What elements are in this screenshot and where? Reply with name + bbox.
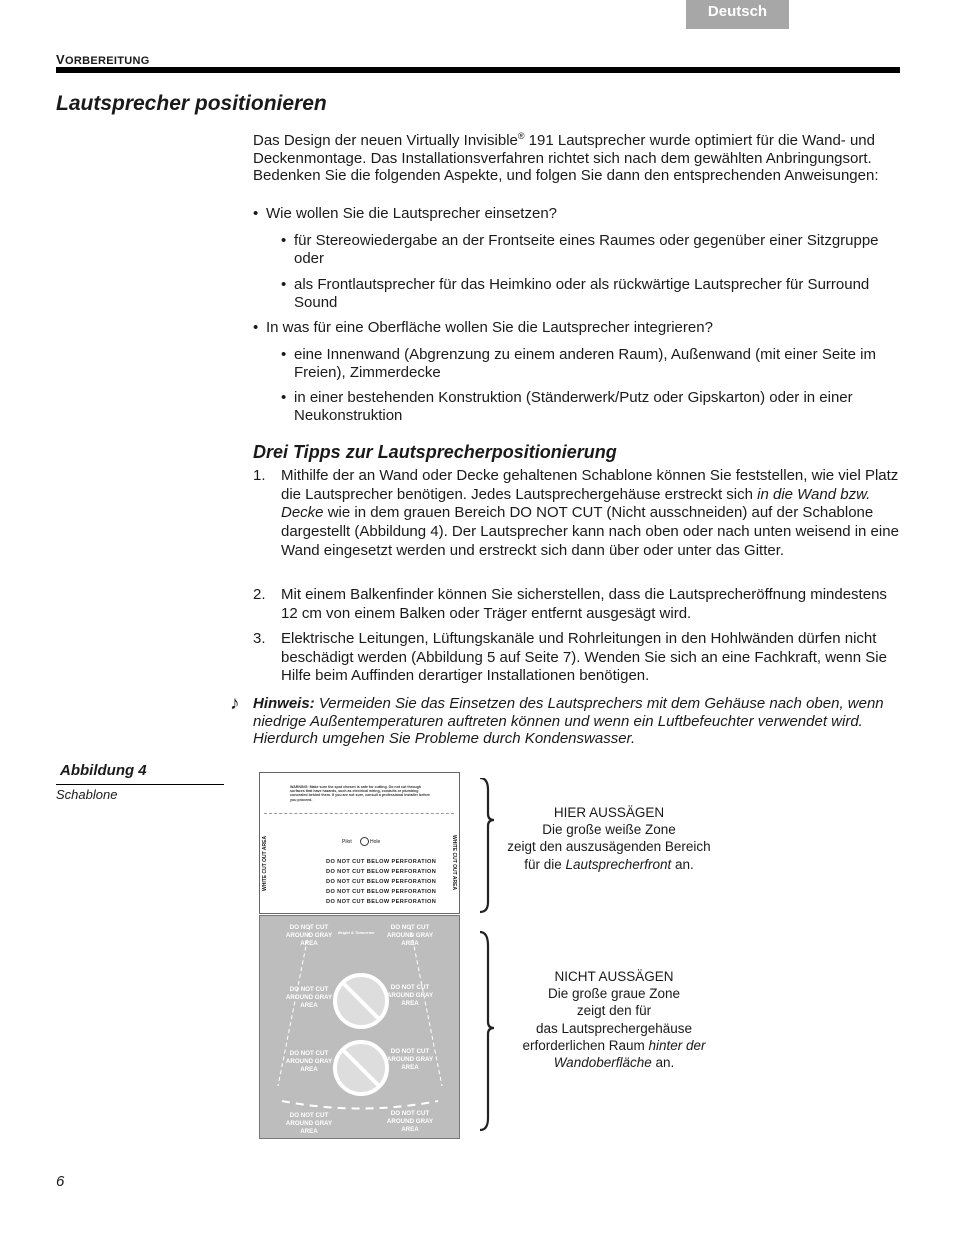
sub-bullet-item: • eine Innenwand (Abgrenzung zu einem anderen Raum), Außenwand (mit einer Seite im Freien), Zimmerdecke xyxy=(281,346,901,381)
perforation-label: DO NOT CUT BELOW PERFORATION xyxy=(326,899,437,905)
figure-caption: Schablone xyxy=(56,787,118,802)
do-not-cut-label: DO NOT CUT AROUND GRAY AREA xyxy=(285,1050,333,1073)
section-rest: ORBEREITUNG xyxy=(64,55,150,67)
header-rule xyxy=(56,67,900,73)
section-header xyxy=(56,52,150,67)
callout-nocut-line: erforderlichen Raum hinter der xyxy=(522,1037,706,1053)
sub-bullet-text: für Stereowiedergabe an der Frontseite eines Raumes oder gegenüber einer Sitzgruppe oder xyxy=(294,232,879,267)
hole-label: Hole xyxy=(370,839,381,845)
tip-text: Elektrische Leitungen, Lüftungskanäle und Rohrleitungen in den Hohlwänden dürfen nicht beschädigt werden (Abbildung 5 auf Seite 7). Wenden Sie sich an eine Fachkraft, wenn Sie Hilfe beim Auffinden derartiger Installationen benötigen. xyxy=(281,630,887,685)
tips-heading: Drei Tipps zur Lautsprecherpositionierung xyxy=(253,442,617,462)
registered-mark: ® xyxy=(517,131,525,141)
tip-text-italic: in die Wand bzw. Decke xyxy=(281,485,871,522)
pilot-hole-circle xyxy=(360,837,369,846)
note-label: Hinweis: xyxy=(253,695,315,712)
tip-text: Mit einem Balkenfinder können Sie sicherstellen, dass die Lautsprecheröffnung mindestens 12 cm von einem Balken oder Träger entfernt ausgesägt wird. xyxy=(281,586,887,622)
page-number: 6 xyxy=(56,1173,65,1190)
tip-item xyxy=(253,467,903,561)
perforation-label: DO NOT CUT BELOW PERFORATION xyxy=(326,879,437,885)
bullet-item: • In was für eine Oberfläche wollen Sie die Lautsprecher integrieren? xyxy=(253,319,903,337)
braces-drawing xyxy=(474,778,494,1138)
template-drawing xyxy=(260,916,461,1140)
tip-item xyxy=(253,630,903,686)
sub-bullet-item: • in einer bestehenden Konstruktion (Ständerwerk/Putz oder Gipskarton) oder in einer Neukonstruktion xyxy=(281,389,901,424)
callout-cut-title: HIER AUSSÄGEN xyxy=(553,805,665,820)
callout-nocut-line: Wandoberfläche an. xyxy=(553,1055,675,1071)
intro-text-2: 191 Lautsprecher wurde optimiert für die Wand- und Deckenmontage. Das Installationsverfahren richtet sich nach dem gewählten Anbringungsort. Bedenken Sie die folgenden Aspekte, und folgen Sie dann den entsprechenden Anweisungen: xyxy=(253,132,879,184)
perforation-label: DO NOT CUT BELOW PERFORATION xyxy=(326,859,437,865)
bullet-text: Wie wollen Sie die Lautsprecher einsetzen? xyxy=(266,205,557,222)
sub-bullet-item: • als Frontlautsprecher für das Heimkino oder als rückwärtige Lautsprecher für Surround Sound xyxy=(281,276,901,311)
figure-label: Abbildung 4 xyxy=(60,762,147,779)
callout-cut-line: Die große weiße Zone xyxy=(542,822,676,838)
template-brand: Bright & Tomorrow xyxy=(338,930,375,935)
bullet-text: In was für eine Oberfläche wollen Sie die Lautsprecher integrieren? xyxy=(266,319,713,336)
sub-bullet-item: • für Stereowiedergabe an der Frontseite eines Raumes oder gegenüber einer Sitzgruppe oder xyxy=(281,232,901,267)
callout-nocut-line: das Lautsprechergehäuse xyxy=(535,1020,693,1036)
tip-number: 3. xyxy=(253,630,266,647)
tip-item xyxy=(253,586,903,623)
do-not-cut-label: DO NOT CUT AROUND GRAY AREA xyxy=(285,1112,333,1135)
do-not-cut-label: DO NOT CUT AROUND GRAY AREA xyxy=(386,924,434,947)
callout-cut-line: zeigt den auszusägenden Bereich xyxy=(507,839,711,855)
callout-nocut-line: Die große graue Zone xyxy=(547,986,681,1002)
intro-paragraph xyxy=(253,128,903,185)
white-cut-out-label-left: WHITE CUT OUT AREA xyxy=(262,835,268,891)
callout-nocut-title: NICHT AUSSÄGEN xyxy=(554,969,674,984)
pilot-label: Pilot xyxy=(342,839,352,845)
note-paragraph xyxy=(253,695,903,748)
tip-text-2: wie in dem grauen Bereich DO NOT CUT (Nicht ausschneiden) auf der Schablone dargestellt (Abbildung 4). Der Lautsprecher kann nach oben oder nach unten weisend in eine Wand eingesetzt werden und erstreckt sich dann über oder unter das Gitter. xyxy=(281,504,899,559)
bullet-item: • Wie wollen Sie die Lautsprecher einsetzen? xyxy=(253,205,903,223)
do-not-cut-label: DO NOT CUT AROUND GRAY AREA xyxy=(386,1110,434,1133)
tip-number: 1. xyxy=(253,467,266,484)
figure-rule xyxy=(56,784,224,785)
perforation-label: DO NOT CUT BELOW PERFORATION xyxy=(326,889,437,895)
sub-bullet-text: in einer bestehenden Konstruktion (Ständerwerk/Putz oder Gipskarton) oder in einer Neukonstruktion xyxy=(294,389,853,424)
callout-nocut-line: zeigt den für xyxy=(576,1003,652,1019)
template-warning: WARNING: Make sure the spot chosen is safe for cutting. Do not cut through surfaces that have hazards, such as electrical wiring, conduits or plumbing concealed behind them. If you are not sure, consult a professional installer before you proceed. xyxy=(290,785,430,802)
intro-text-1: Das Design der neuen Virtually Invisible xyxy=(253,132,518,149)
do-not-cut-label: DO NOT CUT AROUND GRAY AREA xyxy=(285,924,333,947)
do-not-cut-label: DO NOT CUT AROUND GRAY AREA xyxy=(386,1048,434,1071)
callout-cut-line: für die Lautsprecherfront an. xyxy=(524,856,694,872)
language-tab[interactable]: Deutsch xyxy=(686,0,789,29)
callout-no-cut xyxy=(504,968,724,1071)
perforation-label: DO NOT CUT BELOW PERFORATION xyxy=(326,869,437,875)
template-no-cut-area xyxy=(259,915,460,1139)
music-note-icon: ♪ xyxy=(230,693,240,714)
do-not-cut-label: DO NOT CUT AROUND GRAY AREA xyxy=(386,984,434,1007)
note-text: Vermeiden Sie das Einsetzen des Lautsprechers mit dem Gehäuse nach oben, wenn niedrige Außentemperaturen auftreten können und wenn ein Luftbefeuchter verwendet wird. Hierdurch umgehen Sie Probleme durch Kondenswasser. xyxy=(253,695,884,747)
do-not-cut-label: DO NOT CUT AROUND GRAY AREA xyxy=(285,986,333,1009)
sub-bullet-text: eine Innenwand (Abgrenzung zu einem anderen Raum), Außenwand (mit einer Seite im Freien), Zimmerdecke xyxy=(294,346,876,381)
tip-text: Mithilfe der an Wand oder Decke gehaltenen Schablone können Sie feststellen, wie viel Platz die Lautsprecher benötigen. Jedes Lautsprechergehäuse erstreckt sich xyxy=(281,467,899,503)
white-cut-out-label-right: WHITE CUT OUT AREA xyxy=(451,835,457,891)
section-first-letter: V xyxy=(56,52,65,67)
page-title: Lautsprecher positionieren xyxy=(56,92,327,115)
tip-number: 2. xyxy=(253,586,266,603)
callout-cut xyxy=(499,804,719,873)
sub-bullet-text: als Frontlautsprecher für das Heimkino oder als rückwärtige Lautsprecher für Surround Sound xyxy=(294,276,870,311)
